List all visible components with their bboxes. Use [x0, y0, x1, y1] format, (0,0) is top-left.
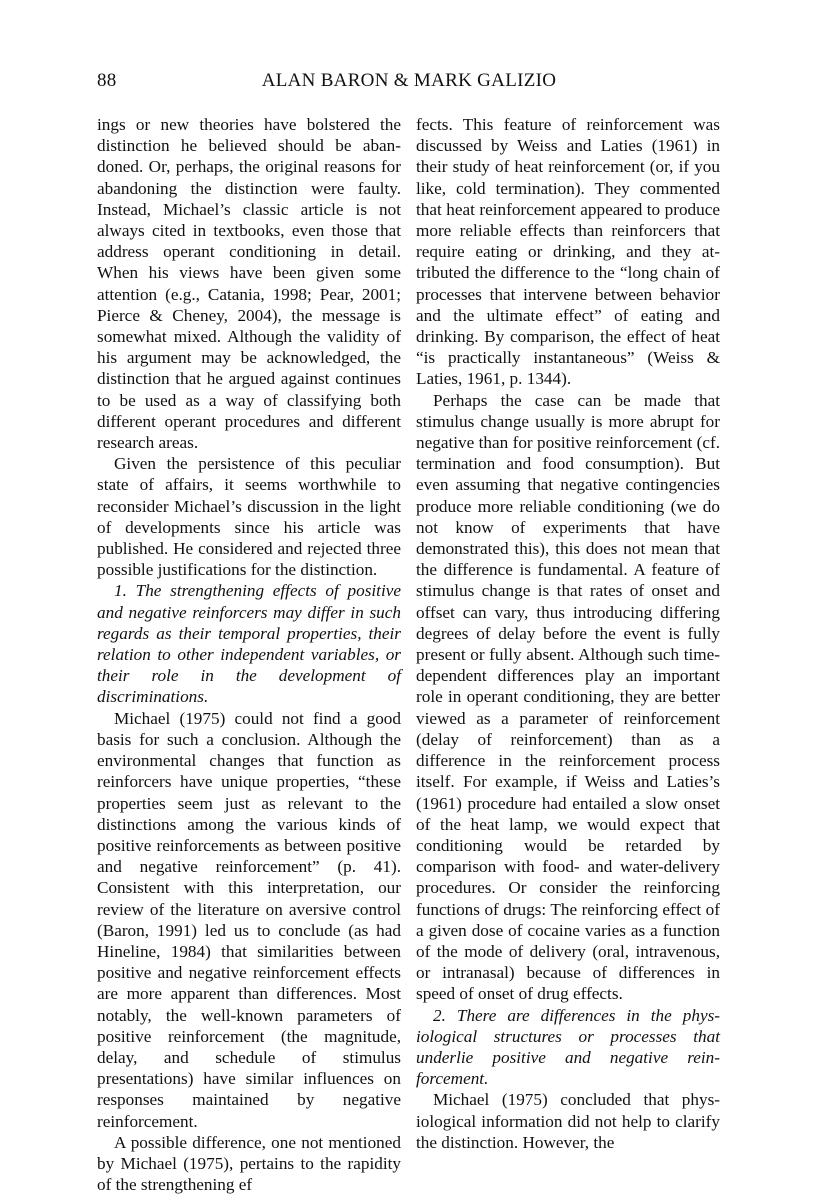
paragraph: Perhaps the case can be made that stimulus change usually is more abrupt for negative than for positive reinforcement (cf. termination and food consumption). But even assuming that negative contingencies produce more reliable conditioning (we do not know of experiments that have demonstrated this), this does not mean that the difference is fundamental. A feature of stimulus change is that rates of onset and offset can vary, thus introducing differing degrees of delay before the event is fully present or fully absent. Although such time-dependent differences play an important role in operant conditioning, they are better viewed as a parameter of reinforcement (delay of reinforcement) than as a difference in the reinforcement process itself. For example, if Weiss and Laties’s (1961) procedure had entailed a slow onset of the heat lamp, we would expect that conditioning would be retarded by comparison with food- and water-delivery procedures. Or consider the reinforcing functions of drugs: The reinforcing effect of a given dose of cocaine varies as a function of the mode of delivery (oral, intravenous, or intranasal) because of differences in speed of onset of drug effects. [416, 390, 720, 1004]
left-column [97, 114, 401, 1195]
paragraph: Given the persistence of this peculiar state of affairs, it seems worthwhile to reconsider Michael’s discussion in the light of developments since his article was published. He considered and rejected three possible justifications for the distinction. [97, 454, 401, 580]
paragraph: ings or new theories have bolstered the distinction he believed should be abandoned. Or, perhaps, the original reasons for abandoning the distinction were faulty. Instead, Michael’s classic article is not always cited in textbooks, even those that address operant conditioning in detail. When his views have been given some attention (e.g., Catania, 1998; Pear, 2001; Pierce & Cheney, 2004), the message is somewhat mixed. Although the validity of his argument may be acknowledged, the distinction that he argued against continues to be used as a way of classifying both different operant procedures and different research areas. [97, 115, 401, 453]
page-header [97, 70, 721, 94]
paragraph: Michael (1975) could not find a good basis for such a conclusion. Although the environmental changes that function as reinforcers have unique properties, “these properties seem just as relevant to the distinctions among the various kinds of positive reinforcements as between positive and negative reinforcement” (p. 41). Consistent with this interpretation, our review of the literature on aversive control (Baron, 1991) led us to conclude (as had Hineline, 1984) that similarities between positive and negative reinforcement effects are more apparent than differences. Most notably, the well-known parameters of positive reinforcement (the magnitude, delay, and schedule of stimulus presentations) have similar influences on responses maintained by negative reinforcement. [97, 708, 401, 1131]
page-number: 88 [97, 70, 117, 91]
paragraph: Michael (1975) concluded that physiological information did not help to clarify the distinction. However, the [416, 1090, 720, 1152]
right-column [416, 114, 720, 1153]
italic-justification-1: 1. The strengthening effects of positive and negative reinforcers may differ in such regards as their temporal properties, their relation to other independent variables, or their role in the development of discriminations. [97, 581, 401, 707]
running-head: ALAN BARON & MARK GALIZIO [261, 70, 557, 91]
italic-justification-2: 2. There are differences in the physiological structures or processes that underlie positive and negative reinforcement. [416, 1005, 720, 1089]
paragraph: fects. This feature of reinforcement was discussed by Weiss and Laties (1961) in their study of heat reinforcement (or, if you like, cold termination). They commented that heat reinforcement appeared to produce more reliable effects than reinforcers that require eating or drinking, and they attributed the difference to the “long chain of processes that intervene between behavior and the ultimate effect” of eating and drinking. By comparison, the effect of heat “is practically instantaneous” (Weiss & Laties, 1961, p. 1344). [416, 115, 720, 389]
paragraph: A possible difference, one not mentioned by Michael (1975), pertains to the rapidity of the strengthening ef [97, 1132, 401, 1195]
